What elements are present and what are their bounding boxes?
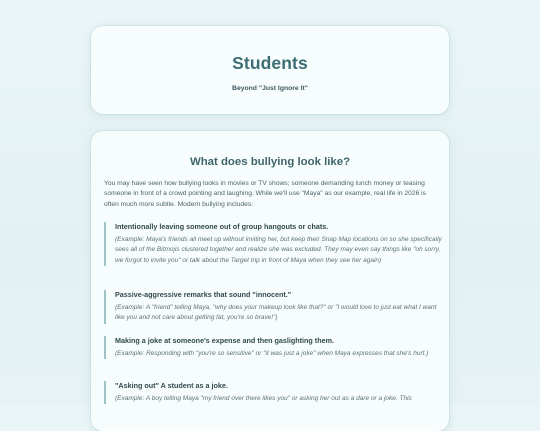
item-title: Intentionally leaving someone out of group hangouts or chats. <box>115 222 329 231</box>
item-example: (Example: Responding with "you're so sensitive" or "it was just a joke" when Maya expresses that she's hurt.) <box>115 350 429 357</box>
item-example: (Example: Maya's friends all meet up without inviting her, but keep their Snap Map locations on so she specifically sees all of the Bitmojis clustered together and realize she was excluded. They may even say things like "oh sorry, we forgot to invite you" or talk about the Target trip in front of Maya when they see her again) <box>115 236 442 264</box>
item-example: (Example: A boy telling Maya "my friend over there likes you" or asking her out as a dare or a joke. This <box>115 395 412 402</box>
page-subtitle: Beyond "Just Ignore It" <box>232 85 308 92</box>
list-item <box>104 290 445 324</box>
page-title: Students <box>232 53 308 73</box>
item-title: Making a joke at someone's expense and then gaslighting them. <box>115 336 334 345</box>
list-item <box>104 336 445 359</box>
content-card <box>91 131 449 431</box>
intro-paragraph: You may have seen how bullying looks in movies or TV shows; someone demanding lunch money or teasing someone in front of a crowd pointing and laughing. While we'll use "Maya" as our example, real life in 2026 is often much more subtle. Modern bullying includes: <box>104 180 426 208</box>
list-item <box>104 222 445 266</box>
item-title: "Asking out" A student as a joke. <box>115 381 228 390</box>
item-example: (Example: A "friend" telling Maya, "why does your makeup look like that?" or "I would love to just eat what I want like you and not care about getting fat, you're so brave!") <box>115 304 437 322</box>
section-heading: What does bullying look like? <box>189 156 351 168</box>
item-title: Passive-aggressive remarks that sound "innocent." <box>115 290 292 299</box>
list-item <box>104 381 445 404</box>
header-card <box>91 26 449 114</box>
